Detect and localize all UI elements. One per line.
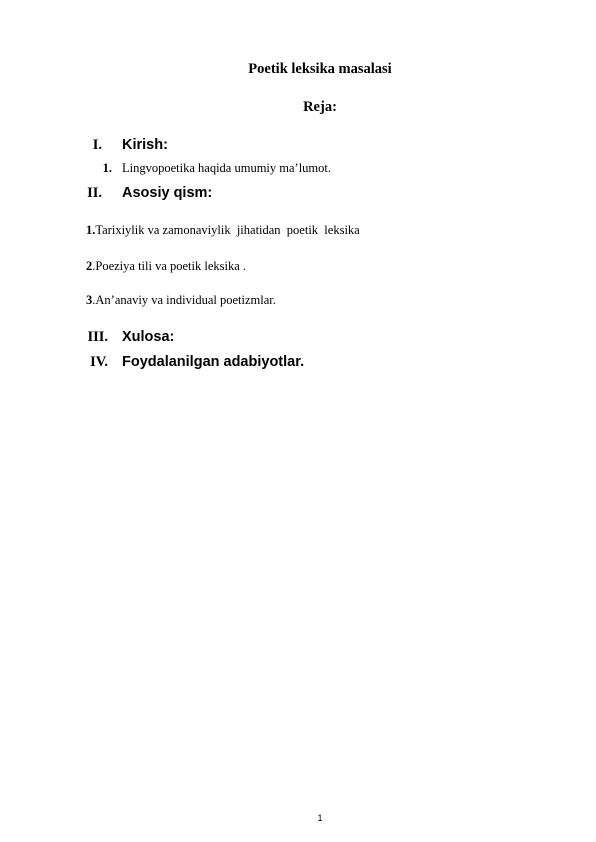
- section-numeral-1: I.: [92, 137, 102, 153]
- section-heading-intro: Kirish:: [122, 137, 168, 153]
- section-numeral-2: II.: [87, 185, 102, 201]
- main-item-2: [86, 258, 246, 274]
- main-item-1: [86, 222, 360, 238]
- intro-sub-text: Lingvopoetika haqida umumiy ma’lumot.: [122, 161, 331, 175]
- plan-heading: Reja:: [303, 99, 337, 115]
- main-item-3-number: 3: [86, 293, 93, 307]
- intro-sub-number: 1.: [102, 161, 112, 175]
- main-item-3-text: .An’anaviy va individual poetizmlar.: [92, 293, 276, 307]
- main-item-2-text: .Poeziya tili va poetik leksika .: [92, 259, 247, 273]
- main-item-1-number: 1.: [86, 223, 96, 237]
- section-numeral-3: III.: [87, 329, 108, 345]
- section-heading-references: Foydalanilgan adabiyotlar.: [122, 354, 305, 370]
- section-numeral-4: IV.: [90, 354, 108, 370]
- section-heading-conclusion: Xulosa:: [122, 329, 175, 345]
- main-item-3: [86, 292, 276, 308]
- main-item-2-number: 2: [86, 259, 93, 273]
- document-title: Poetik leksika masalasi: [248, 61, 392, 77]
- page-number: 1: [317, 813, 323, 823]
- section-heading-main: Asosiy qism:: [122, 185, 213, 201]
- main-item-1-text: Tarixiylik va zamonaviylik jihatidan poetik leksika: [95, 223, 360, 237]
